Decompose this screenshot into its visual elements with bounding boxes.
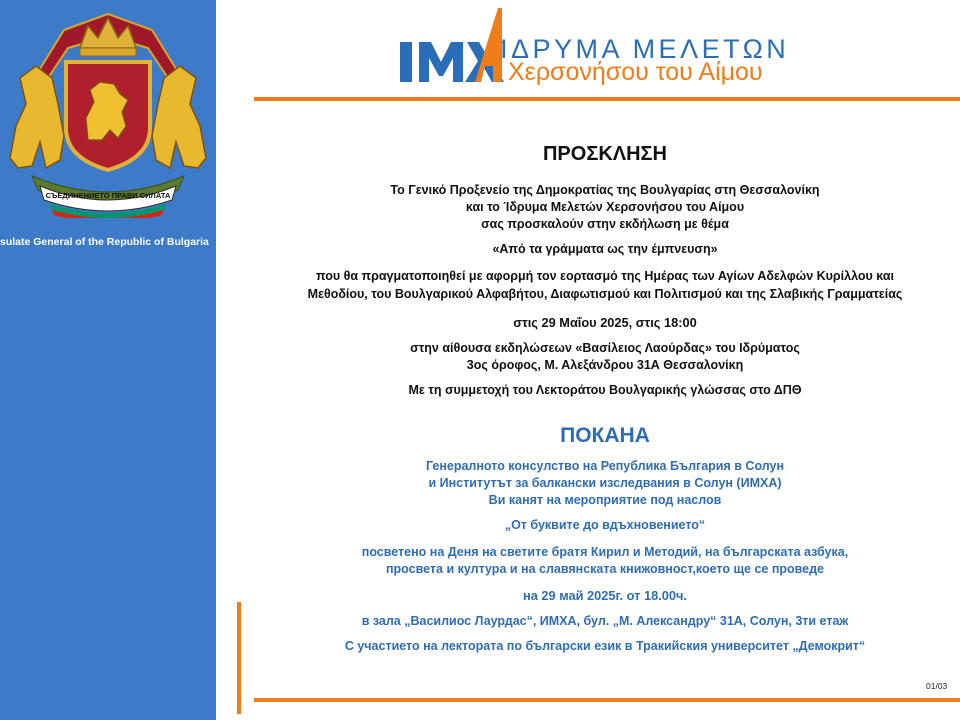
bulgarian-intro-line: и Институтът за балкански изследвания в Солун (ИМХА) bbox=[428, 476, 782, 490]
greek-participation: Με τη συμμετοχή του Λεκτοράτου Βουλγαρικής γλώσσας στο ΔΠΘ bbox=[408, 383, 802, 397]
logo-title-line1: ΙΔΡΥΜΑ ΜΕΛΕΤΩΝ bbox=[500, 34, 790, 64]
bulgarian-intro-line: Ви канят на мероприятие под наслов bbox=[488, 493, 722, 507]
logo-title-line2: Χερσονήσου του Αίμου bbox=[508, 58, 763, 86]
bulgarian-venue: в зала „Василиос Лаурдас“, ИМХА, бул. „М. Александру“ 31А, Солун, 3ти етаж bbox=[361, 614, 849, 628]
page-number: 01/03 bbox=[926, 681, 948, 691]
orange-divider-bottom bbox=[254, 698, 960, 702]
greek-intro-line: και το Ίδρυμα Μελετών Χερσονήσου του Αίμου bbox=[465, 200, 745, 214]
bulgarian-coat-of-arms bbox=[2, 8, 214, 218]
greek-venue-line: 3ος όροφος, Μ. Αλεξάνδρου 31Α Θεσσαλονίκη bbox=[466, 358, 744, 372]
bulgarian-participation: С участието на лектората по български език в Тракийския университет „Демокрит“ bbox=[344, 639, 866, 653]
greek-occasion-line: που θα πραγματοποιηθεί με αφορμή τον εορτασμό της Ημέρας των Αγίων Αδελφών Κυρίλλου και bbox=[316, 269, 894, 283]
greek-intro-line: σας προσκαλούν στην εκδήλωση με θέμα bbox=[481, 217, 729, 231]
bulgarian-intro-line: Генералното консулство на Република България в Солун bbox=[425, 459, 785, 473]
coat-of-arms-motto: СЪЕДИНЕНИЕТО ПРАВИ СИЛАТА bbox=[45, 191, 171, 200]
greek-theme: «Από τα γράμματα ως την έμπνευση» bbox=[492, 242, 718, 256]
bulgarian-occasion-line: просвета и култура и на славянската книжовност,което ще се проведе bbox=[385, 562, 825, 576]
bulgarian-title: ПОКАНА bbox=[560, 424, 650, 447]
orange-divider-top bbox=[254, 97, 960, 101]
greek-occasion-line: Μεθοδίου, του Βουλγαρικού Αλφαβήτου, Διαφωτισμού και Πολιτισμού και της Σλαβικής Γραμματείας bbox=[307, 287, 903, 301]
sidebar bbox=[0, 0, 216, 720]
consulate-label: sulate General of the Republic of Bulgaria bbox=[0, 236, 209, 248]
greek-venue-line: στην αίθουσα εκδηλώσεων «Βασίλειος Λαούρδας» του Ιδρύματος bbox=[410, 341, 800, 355]
bulgarian-date: на 29 май 2025г. от 18.00ч. bbox=[523, 588, 687, 603]
bulgarian-theme: „От буквите до вдъхновението“ bbox=[504, 518, 706, 532]
greek-title: ΠΡΟΣΚΛΗΣΗ bbox=[542, 143, 667, 165]
bulgarian-occasion-line: посветено на Деня на светите братя Кирил и Методий, на българската азбука, bbox=[361, 545, 849, 559]
greek-intro-line: Το Γενικό Προξενείο της Δημοκρατίας της Βουλγαρίας στη Θεσσαλονίκη bbox=[390, 183, 820, 197]
greek-date: στις 29 Μαΐου 2025, στις 18:00 bbox=[513, 315, 697, 330]
orange-divider-vertical bbox=[237, 602, 241, 714]
